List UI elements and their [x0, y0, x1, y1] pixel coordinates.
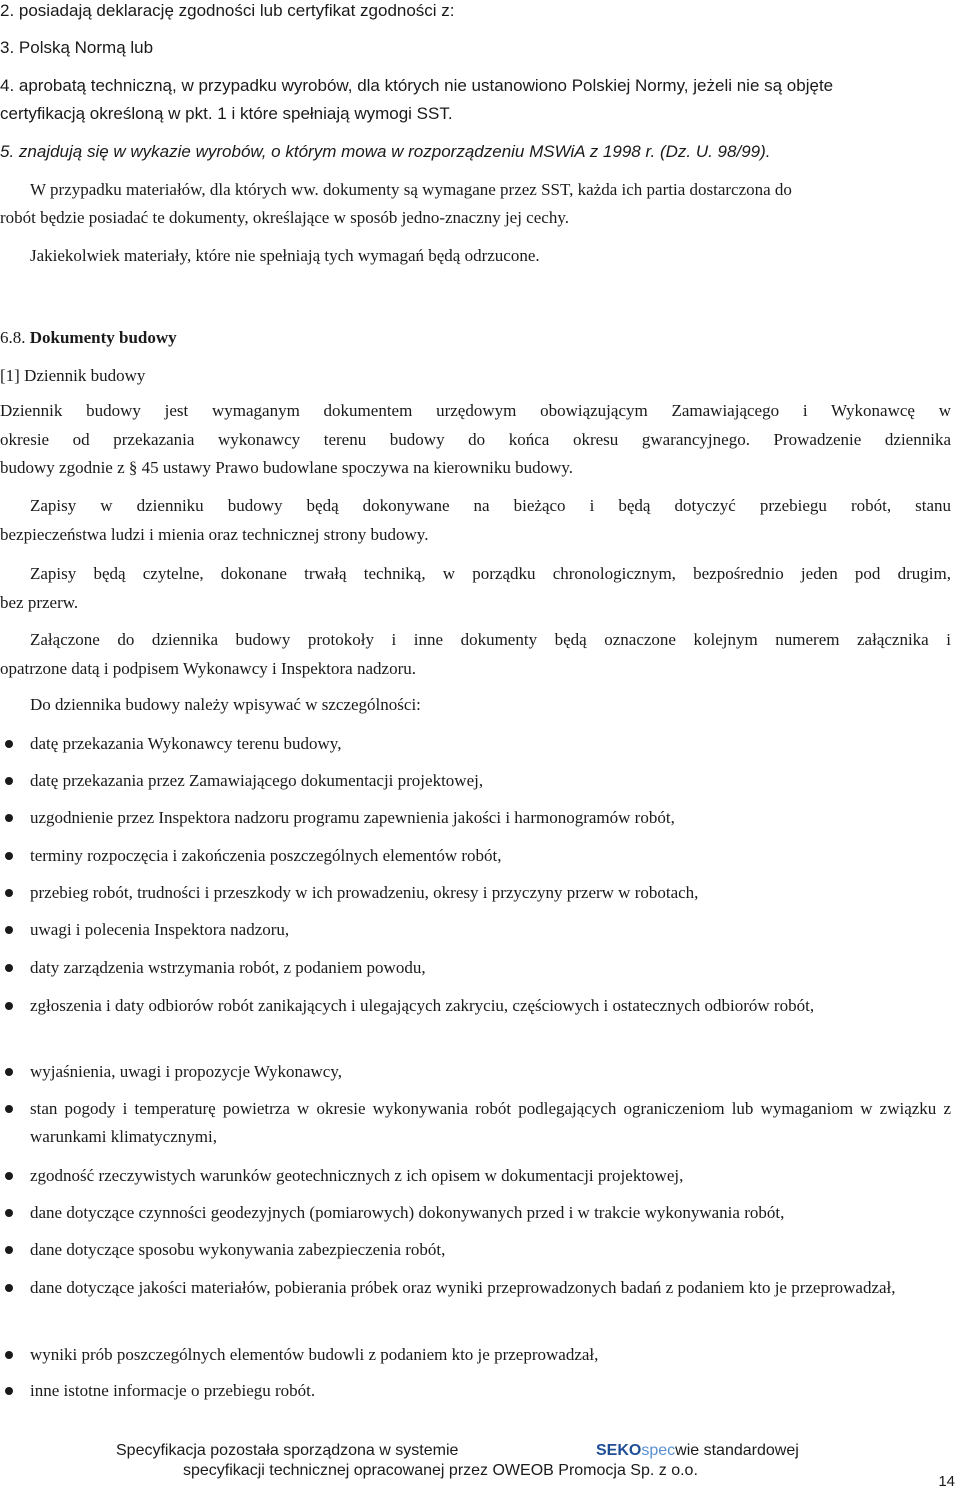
paragraph-materials-line1 [30, 179, 792, 201]
list-item: stan pogody i temperaturę powietrza w okresie wykonywania robót podlegających ograniczeniom lub wymaganiom w związku z warunkami klimatycznymi, [30, 1099, 951, 1146]
paragraph-rejection: Jakiekolwiek materiały, które nie spełniają tych wymagań będą odrzucone. [30, 246, 540, 265]
footer-text-a: Specyfikacja pozostała sporządzona w systemie [116, 1442, 459, 1459]
paragraph-line: Załączone do dziennika budowy protokoły i inne dokumenty będą oznaczone kolejnym numerem załącznika i [30, 630, 951, 649]
list-item-3: 3. Polską Normą lub [0, 38, 154, 57]
section-number: 6.8. [0, 328, 26, 347]
list-item: przebieg robót, trudności i przeszkody w ich prowadzeniu, okresy i przyczyny przerw w robotach, [30, 883, 699, 902]
list-item: terminy rozpoczęcia i zakończenia poszczególnych elementów robót, [30, 846, 502, 865]
brand-spec: spec [641, 1442, 676, 1459]
list-item: uzgodnienie przez Inspektora nadzoru programu zapewnienia jakości i harmonogramów robót, [30, 808, 675, 827]
list-item: zgodność rzeczywistych warunków geotechnicznych z ich opisem w dokumentacji projektowej, [30, 1166, 684, 1185]
section-title: Dokumenty budowy [29, 328, 177, 347]
list-item: datę przekazania przez Zamawiającego dokumentacji projektowej, [30, 771, 484, 790]
list-item: dane dotyczące czynności geodezyjnych (pomiarowych) dokonywanych przed i w trakcie wykonywania robót, [30, 1203, 785, 1222]
paragraph-entries-legible [0, 560, 951, 617]
list-item-5: 5. znajdują się w wykazie wyrobów, o którym mowa w rozporządzeniu MSWiA z 1998 r. (Dz. U. 98/99). [0, 142, 771, 161]
paragraph-line: Zapisy w dzienniku budowy będą dokonywane na bieżąco i będą dotyczyć przebiegu robót, stanu [30, 496, 951, 515]
list-item: dane dotyczące jakości materiałów, pobierania próbek oraz wyniki przeprowadzonych badań z podaniem kto je przeprowadzał, [30, 1278, 896, 1297]
list-item-4-line2: certyfikacją określoną w pkt. 1 i które spełniają wymogi SST. [0, 104, 453, 123]
section-subtitle: [1] Dziennik budowy [0, 366, 146, 385]
paragraph-entries-current [0, 492, 951, 549]
list-item: wyjaśnienia, uwagi i propozycje Wykonawcy, [30, 1062, 342, 1081]
list-item: dane dotyczące sposobu wykonywania zabezpieczenia robót, [30, 1240, 446, 1259]
paragraph-materials-part-a: W przypadku materiałów, dla których ww. [30, 180, 319, 199]
bullet-dot [5, 814, 13, 822]
paragraph-line: budowy zgodnie z § 45 ustawy Prawo budowlane spoczywa na kierowniku budowy. [0, 458, 574, 477]
paragraph-line: bezpieczeństwa ludzi i mienia oraz technicznej strony budowy. [0, 524, 429, 544]
bullet-dot [5, 1284, 13, 1292]
bullet-dot [5, 926, 13, 934]
paragraph-diary-definition [0, 397, 951, 483]
bullet-dot [5, 740, 13, 748]
list-item: wyniki prób poszczególnych elementów budowli z podaniem kto je przeprowadzał, [30, 1345, 599, 1364]
page-number: 14 [938, 1473, 955, 1490]
bullet-dot [5, 1209, 13, 1217]
list-item: datę przekazania Wykonawcy terenu budowy, [30, 734, 342, 753]
paragraph-line: opatrzone datą i podpisem Wykonawcy i Inspektora nadzoru. [0, 658, 416, 678]
paragraph-materials-line2: robót będzie posiadać te dokumenty, określające w sposób jedno-znaczny jej cechy. [0, 208, 569, 227]
paragraph-attachments [0, 626, 951, 683]
list-item-4-line1: 4. aprobatą techniczną, w przypadku wyrobów, dla których nie ustanowiono Polskiej Normy, jeżeli nie są objęte [0, 76, 834, 95]
paragraph-materials-part-b: dokumenty są wymagane przez SST, każda ich partia dostarczona do [318, 180, 792, 199]
paragraph-list-intro: Do dziennika budowy należy wpisywać w szczególności: [30, 695, 421, 714]
bullet-dot [5, 1002, 13, 1010]
bullet-dot [5, 1068, 13, 1076]
list-item: zgłoszenia i daty odbiorów robót zanikających i ulegających zakryciu, częściowych i ostatecznych odbiorów robót, [30, 996, 815, 1015]
bullet-dot [5, 889, 13, 897]
footer-text-line2: specyfikacji technicznej opracowanej przez OWEOB Promocja Sp. z o.o. [183, 1462, 698, 1479]
bullet-dot [5, 1172, 13, 1180]
bullet-dot [5, 777, 13, 785]
bullet-dot [5, 1387, 13, 1395]
paragraph-line: Dziennik budowy jest wymaganym dokumentem urzędowym obowiązującym Zamawiającego i Wykonawcę w [0, 401, 951, 420]
list-item: uwagi i polecenia Inspektora nadzoru, [30, 920, 290, 939]
bullet-dot [5, 1246, 13, 1254]
brand-seko: SEKO [596, 1442, 642, 1459]
list-item: inne istotne informacje o przebiegu robót. [30, 1381, 316, 1400]
footer-text-b: wie standardowej [675, 1442, 799, 1459]
section-heading [0, 327, 177, 349]
bullet-dot [5, 1105, 13, 1113]
list-item: daty zarządzenia wstrzymania robót, z podaniem powodu, [30, 958, 426, 977]
paragraph-line: okresie od przekazania wykonawcy terenu budowy do końca okresu gwarancyjnego. Prowadzenie dziennika [0, 429, 951, 449]
footer-brand [596, 1441, 799, 1461]
bullet-dot [5, 852, 13, 860]
bullet-dot [5, 1351, 13, 1359]
paragraph-line: Zapisy będą czytelne, dokonane trwałą techniką, w porządku chronologicznym, bezpośrednio jeden pod drugim, [30, 564, 951, 583]
bullet-dot [5, 964, 13, 972]
paragraph-line: bez przerw. [0, 592, 79, 612]
list-item-2: 2. posiadają deklarację zgodności lub certyfikat zgodności z: [0, 1, 455, 20]
